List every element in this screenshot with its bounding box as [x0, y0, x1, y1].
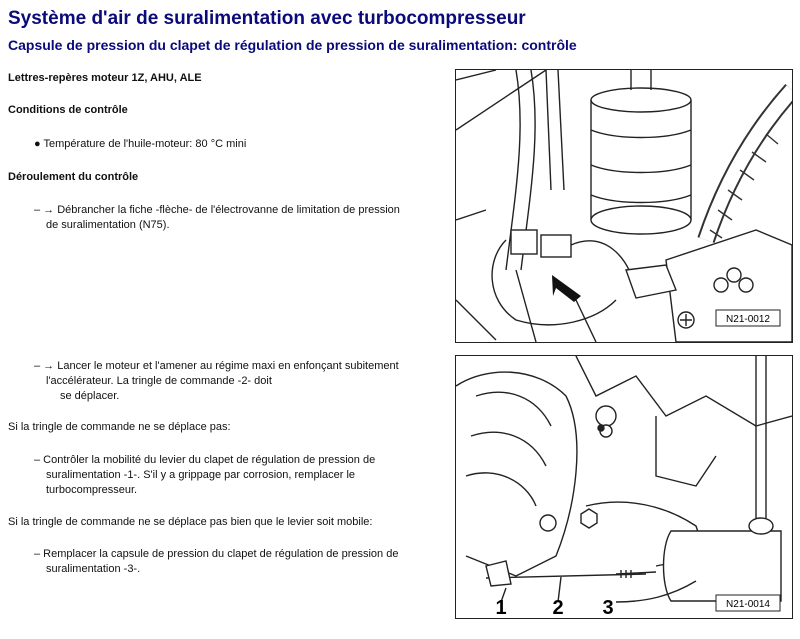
- figure-2-illustration: [455, 355, 793, 619]
- callout-1: 1: [495, 597, 507, 618]
- engine-codes: Lettres-repères moteur 1Z, AHU, ALE: [8, 72, 202, 84]
- action-a-line-2: suralimentation -1-. S'il y a grippage par corrosion, remplacer le: [46, 469, 356, 481]
- condition-b: Si la tringle de commande ne se déplace pas bien que le levier soit mobile:: [8, 516, 373, 528]
- condition-text: Température de l'huile-moteur: 80 °C mini: [43, 138, 247, 150]
- bullet-icon: ●: [34, 138, 41, 150]
- step-1-line-2: de suralimentation (N75).: [46, 219, 170, 231]
- figure-2-label: N21-0014: [726, 599, 770, 610]
- figure-1-label: N21-0012: [726, 314, 770, 325]
- step-2-line-2: l'accélérateur. La tringle de commande -2- doit: [46, 375, 272, 387]
- action-a-line-3: turbocompresseur.: [46, 484, 138, 496]
- callout-3: 3: [602, 597, 614, 618]
- callout-2: 2: [552, 597, 564, 618]
- condition-item: [34, 137, 246, 152]
- page-title: Système d'air de suralimentation avec turbocompresseur: [8, 8, 526, 29]
- action-a-line-1: – Contrôler la mobilité du levier du clapet de régulation de pression de: [34, 454, 376, 466]
- action-b-line-2: suralimentation -3-.: [46, 563, 141, 575]
- conditions-heading: Conditions de contrôle: [8, 104, 128, 116]
- step-2-line-1: – → Lancer le moteur et l'amener au régime maxi en enfonçant subitement: [34, 360, 399, 372]
- condition-a: Si la tringle de commande ne se déplace pas:: [8, 421, 231, 433]
- figure-1-illustration: [455, 69, 793, 343]
- action-b-line-1: – Remplacer la capsule de pression du clapet de régulation de pression de: [34, 548, 399, 560]
- arrow-icon: [552, 275, 581, 302]
- procedure-heading: Déroulement du contrôle: [8, 171, 139, 183]
- step-2-line-3: se déplacer.: [60, 390, 120, 402]
- step-1-line-1: – → Débrancher la fiche -flèche- de l'électrovanne de limitation de pression: [34, 204, 400, 216]
- page-subtitle: Capsule de pression du clapet de régulation de pression de suralimentation: contrôle: [8, 37, 577, 53]
